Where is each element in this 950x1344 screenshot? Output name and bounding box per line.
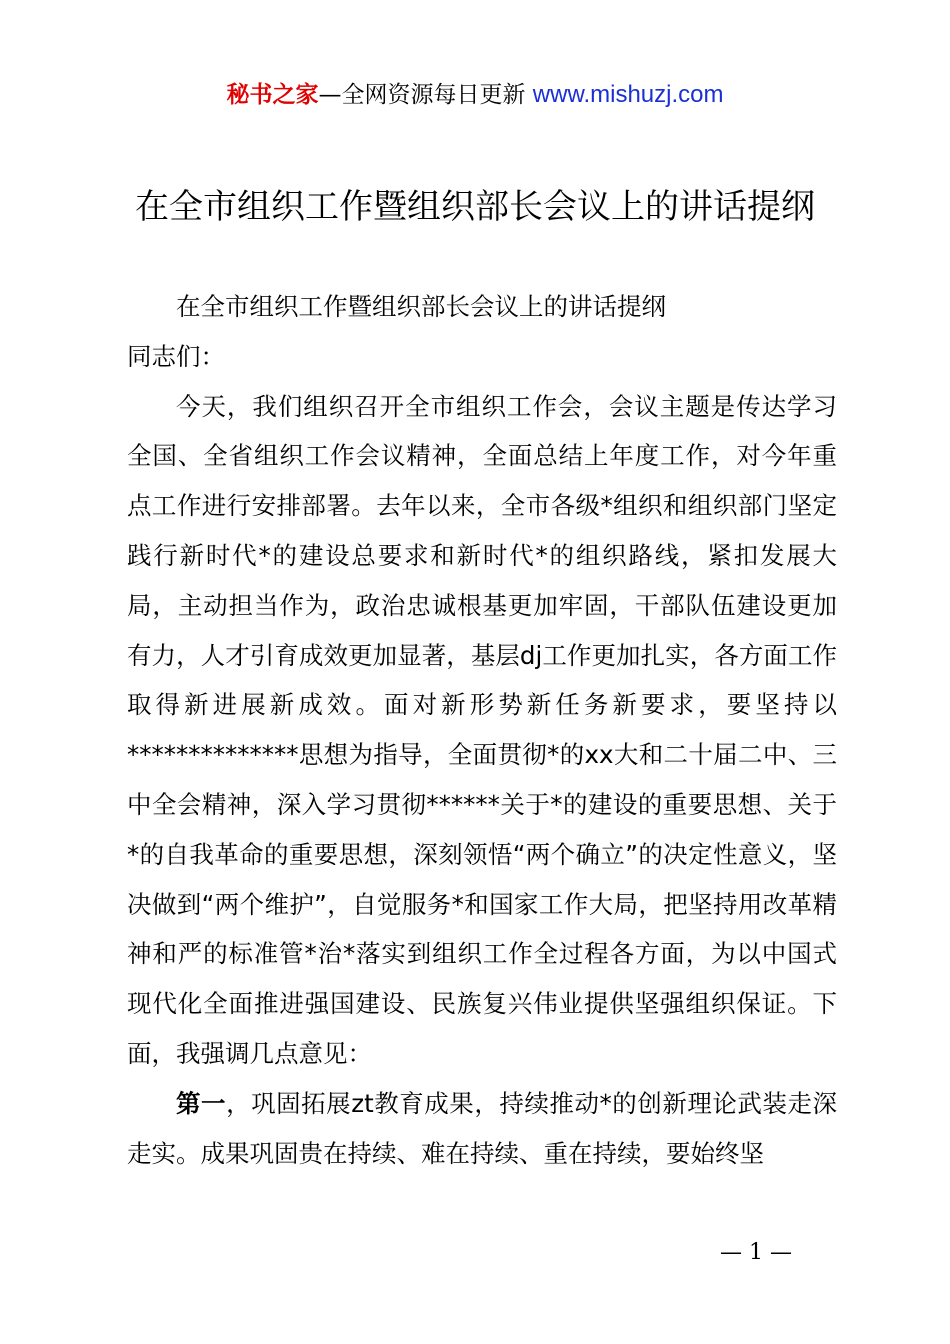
paragraph-intro: 今天，我们组织召开全市组织工作会，会议主题是传达学习全国、全省组织工作会议精神，全面总结上年度工作，对今年重点工作进行安排部署。去年以来，全市各级*组织和组织部门坚定践行新时代*的建设总要求和新时代*的组织路线，紧扣发展大局，主动担当作为，政治忠诚根基更加牢固，干部队伍建设更加有力，人才引育成效更加显著，基层dj工作更加扎实，各方面工作取得新进展新成效。面对新形势新任务新要求，要坚持以**************思想为指导，全面贯彻*的xx大和二十届二中、三中全会精神，深入学习贯彻******关于*的建设的重要思想、关于*的自我革命的重要思想，深刻领悟“两个确立”的决定性意义，坚决做到“两个维护”，自觉服务*和国家工作大局，把坚持用改革精神和严的标准管*治*落实到组织工作全过程各方面，为以中国式现代化全面推进强国建设、民族复兴伟业提供坚强组织保证。下面，我强调几点意见：	[127, 391, 837, 1068]
page-number: — 1 —	[720, 1240, 792, 1265]
document-body	[127, 282, 837, 1178]
salutation: 同志们：	[127, 341, 225, 371]
document-title: 在全市组织工作暨组织部长会议上的讲话提纲	[135, 187, 815, 227]
brand-name: 秘书之家	[226, 82, 319, 108]
paragraph-first-point	[127, 1079, 837, 1179]
header-tagline: 全网资源每日更新	[341, 82, 526, 108]
site-header	[0, 78, 950, 112]
site-url-link[interactable]: www.mishuzj.com	[532, 81, 724, 108]
point-lead: 第一	[176, 1088, 227, 1118]
document-subtitle: 在全市组织工作暨组织部长会议上的讲话提纲	[176, 292, 666, 321]
point-text: ，巩固拓展zt教育成果，持续推动*的创新理论武装走深走实。成果巩固贵在持续、难在持续、重在持续，要始终坚	[127, 1088, 837, 1168]
header-separator: —	[318, 82, 342, 108]
